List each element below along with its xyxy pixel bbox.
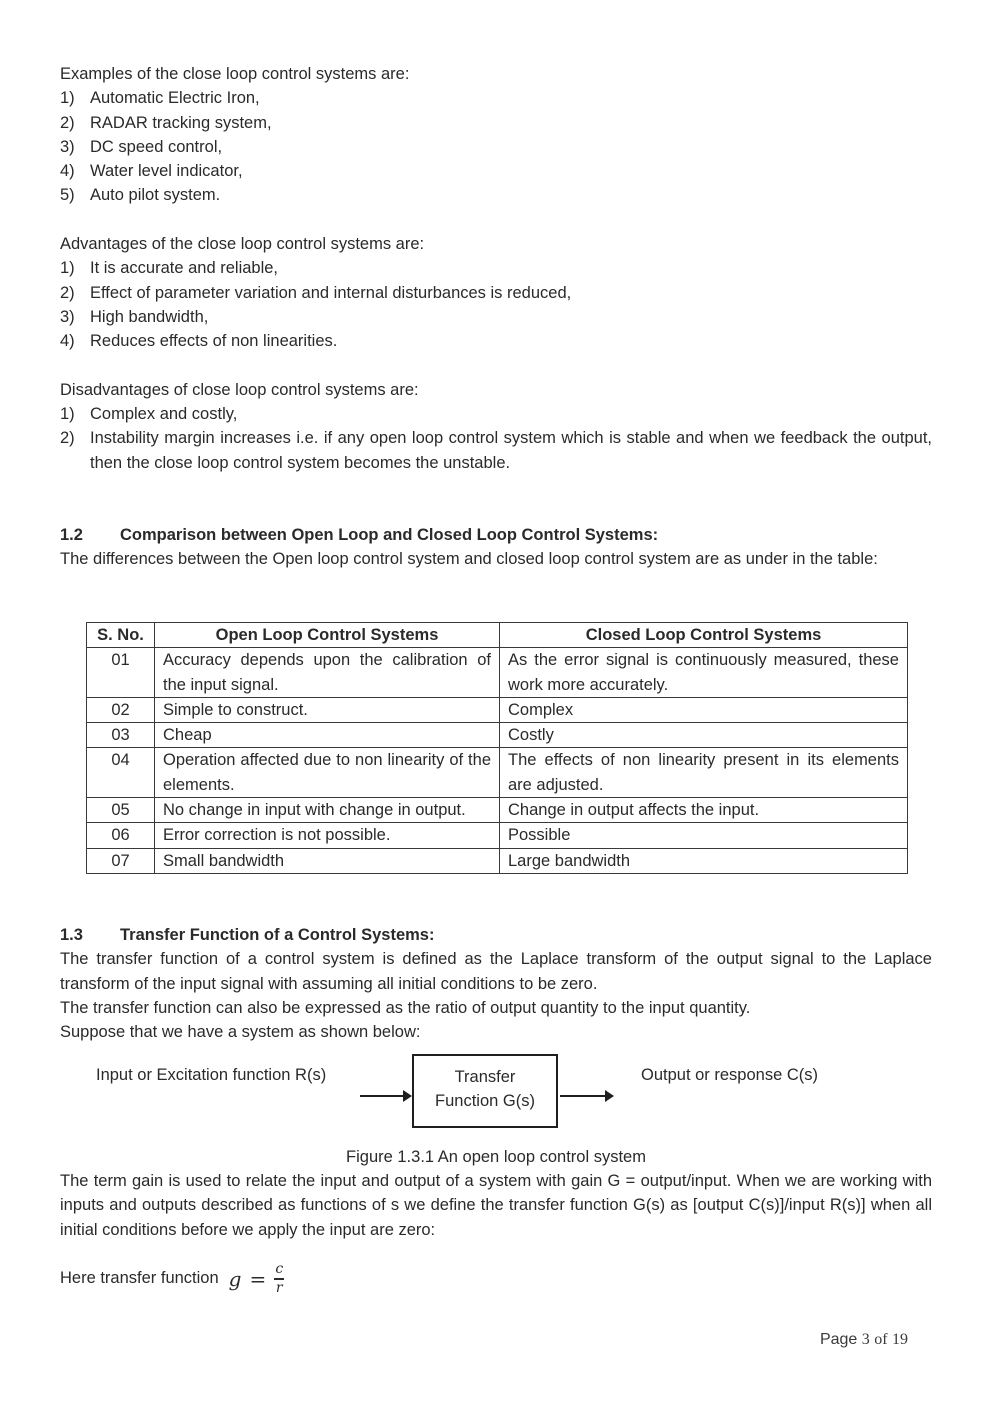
advantages-list — [60, 256, 932, 353]
list-text: Automatic Electric Iron, — [90, 89, 260, 108]
cell-open: Cheap — [155, 723, 500, 748]
gain-paragraph-block — [60, 1169, 932, 1242]
list-text: Instability margin increases i.e. if any open loop control system which is stable and when we feedback the output, then the close loop control system becomes the unstable. — [90, 429, 932, 472]
section-1-2-body: The differences between the Open loop control system and closed loop control system are as under in the table: — [60, 550, 878, 569]
cell-closed: Possible — [500, 823, 908, 848]
page-body — [60, 62, 932, 572]
list-item — [60, 305, 932, 329]
list-item — [60, 111, 932, 135]
list-text: Auto pilot system. — [90, 186, 221, 205]
transfer-function-formula — [60, 1262, 284, 1296]
cell-open: Operation affected due to non linearity of the elements. — [155, 748, 500, 798]
header-closed-loop: Closed Loop Control Systems — [500, 623, 908, 648]
page-footer — [820, 1331, 908, 1349]
formula-equals: = — [249, 1266, 267, 1291]
formula-numerator: c — [275, 1261, 284, 1277]
list-text: It is accurate and reliable, — [90, 259, 279, 278]
spacer — [60, 354, 932, 378]
section-1-3-para3: Suppose that we have a system as shown below: — [60, 1023, 421, 1042]
disadvantages-list — [60, 402, 932, 475]
header-sno: S. No. — [87, 623, 155, 648]
cell-sno: 07 — [87, 848, 155, 873]
list-text: Reduces effects of non linearities. — [90, 332, 338, 351]
list-item — [60, 86, 932, 110]
comparison-table — [86, 622, 908, 874]
transfer-function-block — [412, 1054, 558, 1128]
table-row — [87, 798, 908, 823]
list-number: 2) — [60, 113, 75, 132]
table-row — [87, 823, 908, 848]
list-item — [60, 135, 932, 159]
list-number: 3) — [60, 137, 75, 156]
examples-list — [60, 86, 932, 207]
output-arrow-icon — [560, 1095, 612, 1097]
footer-page-number: 3 — [861, 1331, 870, 1348]
list-number: 1) — [60, 405, 75, 424]
list-item — [60, 281, 932, 305]
list-text: Water level indicator, — [90, 162, 243, 181]
list-number: 4) — [60, 162, 75, 181]
header-open-loop: Open Loop Control Systems — [155, 623, 500, 648]
list-number: 4) — [60, 332, 75, 351]
block-label-line1: Transfer — [454, 1068, 516, 1086]
list-number: 2) — [60, 429, 75, 448]
cell-closed: Costly — [500, 723, 908, 748]
input-label: Input or Excitation function R(s) — [96, 1066, 327, 1084]
list-item — [60, 329, 932, 353]
list-text: Effect of parameter variation and internal disturbances is reduced, — [90, 283, 572, 302]
list-item — [60, 402, 932, 426]
table-row — [87, 848, 908, 873]
advantages-intro: Advantages of the close loop control systems are: — [60, 235, 425, 254]
section-1-3 — [60, 923, 932, 1044]
output-label: Output or response C(s) — [641, 1066, 818, 1084]
section-heading-1-3 — [60, 923, 932, 947]
list-text: DC speed control, — [90, 137, 223, 156]
cell-sno: 04 — [87, 748, 155, 798]
table-row — [87, 748, 908, 798]
cell-open: Accuracy depends upon the calibration of the input signal. — [155, 648, 500, 698]
cell-closed: Complex — [500, 697, 908, 722]
list-number: 5) — [60, 186, 75, 205]
footer-page-word: Page — [819, 1331, 858, 1348]
cell-open: Small bandwidth — [155, 848, 500, 873]
table-row — [87, 697, 908, 722]
cell-sno: 05 — [87, 798, 155, 823]
input-arrow-icon — [360, 1095, 410, 1097]
block-label-line2: Function G(s) — [435, 1092, 535, 1110]
formula-lead: Here transfer function — [60, 1269, 219, 1288]
table-row — [87, 648, 908, 698]
cell-closed: Change in output affects the input. — [500, 798, 908, 823]
list-item — [60, 183, 932, 207]
cell-sno: 06 — [87, 823, 155, 848]
cell-closed: As the error signal is continuously measured, these work more accurately. — [500, 648, 908, 698]
cell-open: Error correction is not possible. — [155, 823, 500, 848]
list-number: 3) — [60, 307, 75, 326]
section-1-3-para1: The transfer function of a control system is defined as the Laplace transform of the output signal to the Laplace transform of the input signal with assuming all initial conditions to be zero. — [60, 950, 932, 993]
cell-closed: Large bandwidth — [500, 848, 908, 873]
cell-sno: 03 — [87, 723, 155, 748]
list-text: RADAR tracking system, — [90, 113, 272, 132]
section-number: 1.2 — [60, 526, 83, 545]
footer-of-word: of — [874, 1331, 888, 1348]
list-item — [60, 256, 932, 280]
cell-sno: 01 — [87, 648, 155, 698]
spacer — [60, 208, 932, 232]
section-title: Transfer Function of a Control Systems: — [120, 926, 435, 944]
list-number: 2) — [60, 283, 75, 302]
list-text: High bandwidth, — [90, 307, 209, 326]
list-item — [60, 159, 932, 183]
spacer — [60, 475, 932, 523]
formula-fraction — [274, 1262, 284, 1296]
cell-open: No change in input with change in output. — [155, 798, 500, 823]
list-item — [60, 426, 932, 475]
table-header-row — [87, 623, 908, 648]
formula-math — [229, 1262, 285, 1296]
gain-paragraph: The term gain is used to relate the input and output of a system with gain G = output/input. When we are working with inputs and outputs described as functions of s we define the transfer function G(s) as [output C(s)]/input R(s)] when all initial conditions before we apply the input are zero: — [60, 1172, 932, 1239]
formula-denominator: r — [275, 1279, 283, 1296]
formula-lhs: g — [228, 1266, 242, 1291]
cell-open: Simple to construct. — [155, 697, 500, 722]
section-number: 1.3 — [60, 926, 83, 944]
section-title: Comparison between Open Loop and Closed Loop Control Systems: — [120, 526, 659, 545]
figure-caption: Figure 1.3.1 An open loop control system — [346, 1148, 646, 1166]
footer-total-pages: 19 — [892, 1331, 908, 1348]
section-1-3-para2: The transfer function can also be expressed as the ratio of output quantity to the input quantity. — [60, 998, 751, 1017]
list-number: 1) — [60, 89, 75, 108]
list-text: Complex and costly, — [90, 405, 238, 424]
examples-intro: Examples of the close loop control systems are: — [60, 65, 410, 83]
cell-closed: The effects of non linearity present in its elements are adjusted. — [500, 748, 908, 798]
list-number: 1) — [60, 259, 75, 278]
cell-sno: 02 — [87, 697, 155, 722]
section-heading-1-2 — [60, 523, 932, 547]
table-row — [87, 723, 908, 748]
disadvantages-intro: Disadvantages of close loop control systems are: — [60, 380, 419, 399]
